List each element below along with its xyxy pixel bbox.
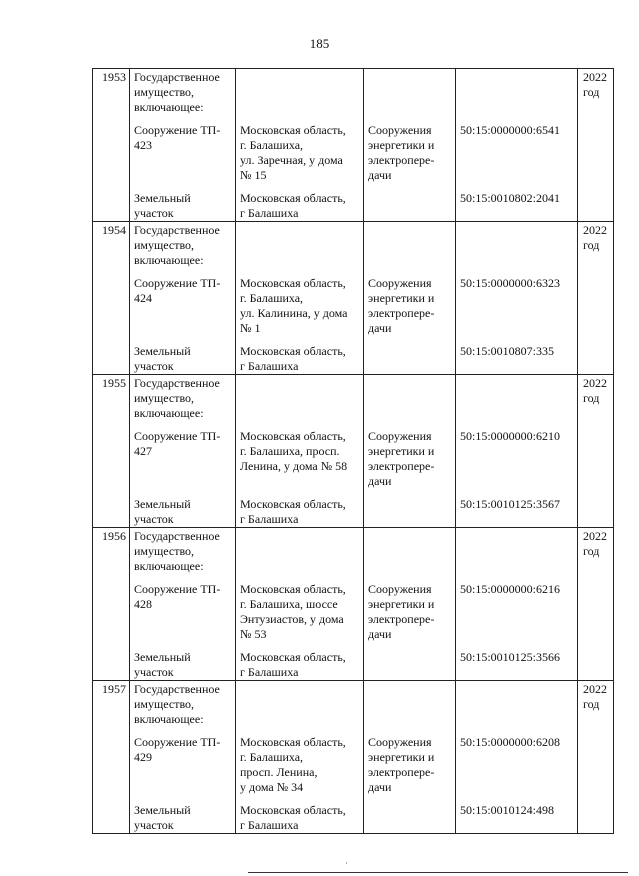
structure-type: Сооружения энергетики и электропере- дачи (364, 276, 456, 336)
land-plot-name: Земельный участок (130, 803, 236, 834)
entry-spacer-row (93, 183, 614, 191)
entry-empty-cell (93, 268, 130, 276)
entry-empty-cell (364, 222, 456, 269)
entry-empty-cell (130, 574, 236, 582)
entry-year: 2022 год (578, 375, 614, 422)
entry-empty-cell (456, 489, 578, 497)
entry-empty-cell (456, 222, 578, 269)
entry-empty-cell (93, 344, 130, 375)
land-plot-name: Земельный участок (130, 650, 236, 681)
entry-empty-cell (93, 650, 130, 681)
structure-address: Московская область, г. Балашиха, шоссе Энтузиастов, у дома № 53 (236, 582, 364, 642)
entry-empty-cell (364, 803, 456, 834)
entry-empty-cell (456, 421, 578, 429)
entry-empty-cell (93, 735, 130, 795)
land-plot-cadastral-number: 50:15:0010807:335 (456, 344, 578, 375)
entry-empty-cell (578, 574, 614, 582)
entry-empty-cell (364, 344, 456, 375)
entry-empty-cell (456, 642, 578, 650)
entry-empty-cell (130, 489, 236, 497)
structure-address: Московская область, г. Балашиха, ул. Заречная, у дома № 15 (236, 123, 364, 183)
entry-empty-cell (578, 183, 614, 191)
entry-empty-cell (578, 735, 614, 795)
entry-empty-cell (456, 115, 578, 123)
entry-empty-cell (456, 795, 578, 803)
entry-empty-cell (236, 222, 364, 269)
entry-spacer-row (93, 795, 614, 803)
structure-type: Сооружения энергетики и электропере- дачи (364, 123, 456, 183)
entry-empty-cell (456, 375, 578, 422)
entry-empty-cell (364, 69, 456, 116)
entry-empty-cell (236, 727, 364, 735)
entry-empty-cell (364, 191, 456, 222)
entry-empty-cell (93, 276, 130, 336)
land-plot-address: Московская область, г Балашиха (236, 803, 364, 834)
land-plot-name: Земельный участок (130, 344, 236, 375)
structure-row (93, 582, 614, 642)
entry-empty-cell (93, 574, 130, 582)
entry-empty-cell (93, 497, 130, 528)
entry-empty-cell (93, 489, 130, 497)
entry-empty-cell (364, 681, 456, 728)
entry-group-label: Государственное имущество, включающее: (130, 681, 236, 728)
entry-empty-cell (456, 183, 578, 191)
land-plot-name: Земельный участок (130, 191, 236, 222)
entry-year: 2022 год (578, 681, 614, 728)
entry-empty-cell (578, 803, 614, 834)
entry-empty-cell (93, 795, 130, 803)
entry-year: 2022 год (578, 69, 614, 116)
entry-empty-cell (236, 268, 364, 276)
structure-type: Сооружения энергетики и электропере- дачи (364, 429, 456, 489)
entry-spacer-row (93, 268, 614, 276)
entry-empty-cell (236, 421, 364, 429)
entry-empty-cell (578, 727, 614, 735)
entry-empty-cell (578, 123, 614, 183)
land-plot-address: Московская область, г Балашиха (236, 344, 364, 375)
entry-empty-cell (364, 268, 456, 276)
entry-empty-cell (93, 183, 130, 191)
structure-row (93, 276, 614, 336)
structure-cadastral-number: 50:15:0000000:6208 (456, 735, 578, 795)
entry-number: 1954 (93, 222, 130, 269)
entry-empty-cell (364, 375, 456, 422)
entry-empty-cell (364, 574, 456, 582)
entry-empty-cell (364, 528, 456, 575)
entry-empty-cell (456, 69, 578, 116)
entry-year: 2022 год (578, 528, 614, 575)
land-plot-cadastral-number: 50:15:0010802:2041 (456, 191, 578, 222)
land-plot-address: Московская область, г Балашиха (236, 191, 364, 222)
entry-empty-cell (364, 497, 456, 528)
entry-empty-cell (236, 528, 364, 575)
structure-cadastral-number: 50:15:0000000:6210 (456, 429, 578, 489)
land-plot-address: Московская область, г Балашиха (236, 650, 364, 681)
land-plot-cadastral-number: 50:15:0010124:498 (456, 803, 578, 834)
entry-empty-cell (364, 336, 456, 344)
page-number: 185 (309, 36, 330, 51)
entry-empty-cell (93, 421, 130, 429)
entry-number: 1956 (93, 528, 130, 575)
structure-row (93, 735, 614, 795)
entry-spacer-row (93, 642, 614, 650)
entry-empty-cell (236, 795, 364, 803)
land-plot-row (93, 497, 614, 528)
entry-group-row (93, 375, 614, 422)
structure-type: Сооружения энергетики и электропере- дачи (364, 582, 456, 642)
entry-spacer-row (93, 727, 614, 735)
entry-year: 2022 год (578, 222, 614, 269)
entry-empty-cell (93, 191, 130, 222)
land-plot-cadastral-number: 50:15:0010125:3566 (456, 650, 578, 681)
entry-empty-cell (130, 268, 236, 276)
structure-address: Московская область, г. Балашиха, просп. Ленина, у дома № 58 (236, 429, 364, 489)
entry-empty-cell (236, 375, 364, 422)
entry-empty-cell (578, 650, 614, 681)
land-plot-cadastral-number: 50:15:0010125:3567 (456, 497, 578, 528)
entry-empty-cell (93, 429, 130, 489)
entry-empty-cell (364, 115, 456, 123)
entry-empty-cell (364, 650, 456, 681)
structure-cadastral-number: 50:15:0000000:6216 (456, 582, 578, 642)
property-registry-table (92, 68, 614, 834)
entry-group-label: Государственное имущество, включающее: (130, 69, 236, 116)
entry-group-label: Государственное имущество, включающее: (130, 375, 236, 422)
entry-empty-cell (578, 336, 614, 344)
entry-empty-cell (364, 795, 456, 803)
land-plot-row (93, 191, 614, 222)
entry-empty-cell (236, 489, 364, 497)
entry-spacer-row (93, 336, 614, 344)
entry-number: 1953 (93, 69, 130, 116)
entry-empty-cell (578, 115, 614, 123)
entry-group-label: Государственное имущество, включающее: (130, 222, 236, 269)
entry-number: 1955 (93, 375, 130, 422)
entry-empty-cell (236, 336, 364, 344)
structure-cadastral-number: 50:15:0000000:6541 (456, 123, 578, 183)
entry-empty-cell (93, 336, 130, 344)
entry-group-row (93, 528, 614, 575)
entry-empty-cell (456, 336, 578, 344)
structure-row (93, 429, 614, 489)
entry-empty-cell (130, 183, 236, 191)
entry-empty-cell (364, 183, 456, 191)
entry-empty-cell (130, 115, 236, 123)
structure-cadastral-number: 50:15:0000000:6323 (456, 276, 578, 336)
entry-empty-cell (578, 191, 614, 222)
entry-empty-cell (578, 582, 614, 642)
entry-empty-cell (130, 795, 236, 803)
entry-empty-cell (456, 528, 578, 575)
entry-empty-cell (364, 421, 456, 429)
entry-empty-cell (578, 795, 614, 803)
entry-group-row (93, 222, 614, 269)
entry-empty-cell (456, 574, 578, 582)
entry-group-row (93, 681, 614, 728)
land-plot-row (93, 344, 614, 375)
entry-empty-cell (578, 429, 614, 489)
structure-address: Московская область, г. Балашиха, просп. Ленина, у дома № 34 (236, 735, 364, 795)
entry-empty-cell (578, 344, 614, 375)
entry-empty-cell (578, 268, 614, 276)
entry-group-row (93, 69, 614, 116)
entry-empty-cell (456, 268, 578, 276)
structure-name: Сооружение ТП- 427 (130, 429, 236, 489)
entry-empty-cell (236, 115, 364, 123)
entry-empty-cell (578, 276, 614, 336)
entry-spacer-row (93, 489, 614, 497)
entry-empty-cell (130, 336, 236, 344)
entry-empty-cell (130, 421, 236, 429)
entry-spacer-row (93, 421, 614, 429)
entry-empty-cell (93, 727, 130, 735)
entry-empty-cell (364, 642, 456, 650)
entry-empty-cell (456, 727, 578, 735)
entry-empty-cell (236, 574, 364, 582)
entry-spacer-row (93, 115, 614, 123)
structure-name: Сооружение ТП- 424 (130, 276, 236, 336)
entry-empty-cell (578, 489, 614, 497)
structure-name: Сооружение ТП- 423 (130, 123, 236, 183)
entry-empty-cell (236, 642, 364, 650)
entry-empty-cell (236, 69, 364, 116)
entry-empty-cell (236, 183, 364, 191)
land-plot-name: Земельный участок (130, 497, 236, 528)
structure-row (93, 123, 614, 183)
entry-empty-cell (130, 642, 236, 650)
land-plot-row (93, 803, 614, 834)
structure-type: Сооружения энергетики и электропере- дачи (364, 735, 456, 795)
entry-empty-cell (93, 123, 130, 183)
entry-empty-cell (578, 642, 614, 650)
entry-empty-cell (364, 727, 456, 735)
entry-empty-cell (578, 421, 614, 429)
structure-name: Сооружение ТП- 428 (130, 582, 236, 642)
entry-empty-cell (93, 803, 130, 834)
footer-rule (248, 872, 628, 873)
entry-spacer-row (93, 574, 614, 582)
entry-group-label: Государственное имущество, включающее: (130, 528, 236, 575)
land-plot-row (93, 650, 614, 681)
entry-empty-cell (236, 681, 364, 728)
structure-name: Сооружение ТП- 429 (130, 735, 236, 795)
entry-empty-cell (130, 727, 236, 735)
entry-empty-cell (93, 582, 130, 642)
entry-empty-cell (364, 489, 456, 497)
structure-address: Московская область, г. Балашиха, ул. Калинина, у дома № 1 (236, 276, 364, 336)
entry-number: 1957 (93, 681, 130, 728)
footer-mark (346, 862, 347, 864)
entry-empty-cell (93, 642, 130, 650)
land-plot-address: Московская область, г Балашиха (236, 497, 364, 528)
entry-empty-cell (93, 115, 130, 123)
entry-empty-cell (456, 681, 578, 728)
entry-empty-cell (578, 497, 614, 528)
